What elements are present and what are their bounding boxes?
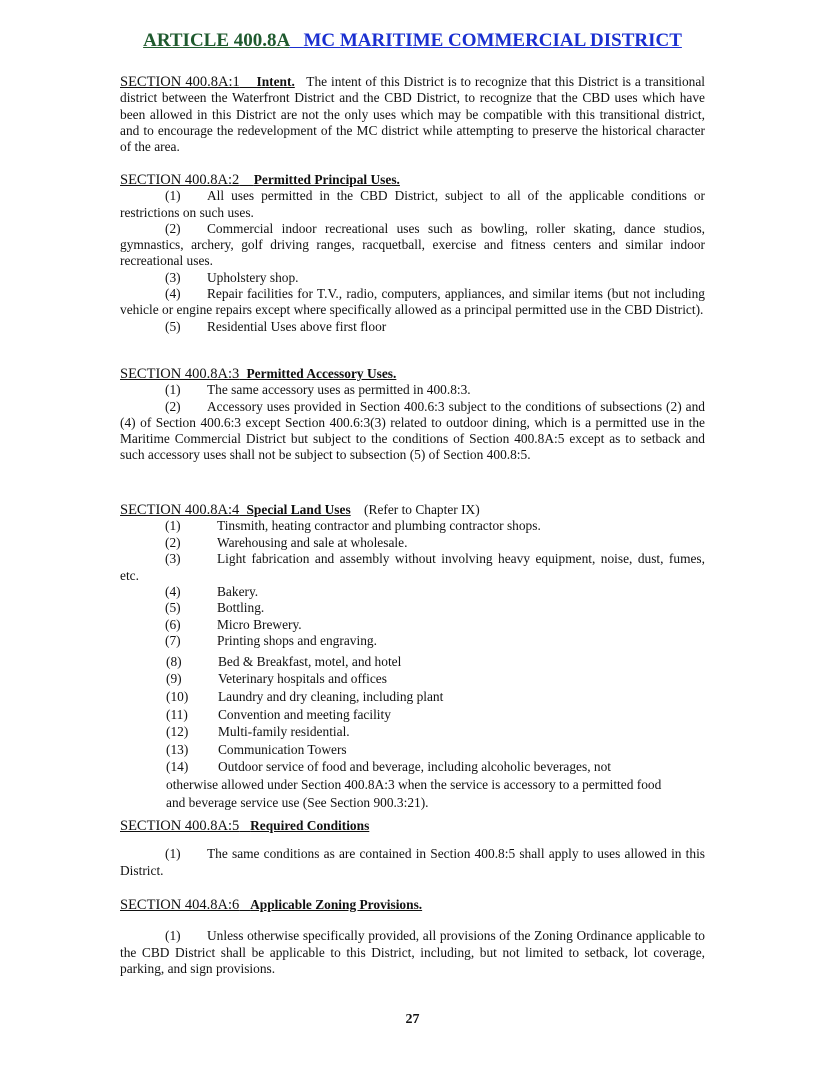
section-intent — [120, 74, 705, 155]
item-text: Bed & Breakfast, motel, and hotel — [218, 653, 402, 669]
section-note: (Refer to Chapter IX) — [364, 502, 480, 517]
section-title: Required Conditions — [250, 818, 370, 833]
list-item — [120, 518, 705, 535]
list-item — [120, 723, 705, 741]
section-number: SECTION 400.8A:4 — [120, 502, 240, 518]
item-number: (3) — [165, 551, 181, 567]
list-item — [120, 382, 705, 398]
item-text: Repair facilities for T.V., radio, computers, appliances, and similar items (but not including vehicle or engine repairs except where specifically allowed as a principal permitted use in the CBD District). — [120, 286, 705, 318]
list-item — [120, 846, 705, 879]
item-text: Residential Uses above first floor — [207, 318, 387, 334]
section-permitted-principal-uses — [120, 172, 705, 335]
section-heading — [120, 502, 351, 518]
list-item — [120, 286, 705, 319]
item-text: Laundry and dry cleaning, including plant — [218, 689, 444, 705]
item-text: Warehousing and sale at wholesale. — [217, 534, 408, 550]
item-text: Unless otherwise specifically provided, all provisions of the Zoning Ordinance applicable to the CBD District shall be applicable to this District, including, but not limited to setback, lot coverage, parking, and sign provisions. — [120, 928, 705, 976]
item-number: (5) — [165, 318, 181, 334]
list-item — [120, 221, 705, 270]
item-text: All uses permitted in the CBD District, subject to all of the applicable conditions or restrictions on such uses. — [120, 188, 705, 220]
list-item — [120, 188, 705, 221]
list-item — [120, 653, 705, 671]
item-number: (1) — [165, 928, 181, 944]
item-number: (7) — [165, 633, 181, 649]
item-number: (5) — [165, 600, 181, 616]
article-name: MC MARITIME COMMERCIAL DISTRICT — [303, 30, 682, 51]
item-number: (9) — [166, 671, 182, 687]
item-number: (12) — [166, 724, 189, 740]
item-text: Micro Brewery. — [217, 616, 302, 632]
section-applicable-zoning-provisions — [120, 897, 705, 977]
item-number: (4) — [165, 286, 181, 302]
item-text: Upholstery shop. — [207, 269, 299, 285]
list-item — [120, 928, 705, 977]
item-number: (11) — [166, 706, 188, 722]
item-text: Accessory uses provided in Section 400.6:3 subject to the conditions of subsections (2) and (4) of Section 400.6:3 except Section 400.6:3(3) related to outdoor dining, which is a permitted use in the Maritime Commercial District but subject to the conditions of Section 400.8A:5 except as to setback and such accessory uses shall not be subject to subsection (5) of Section 400.8:5. — [120, 398, 705, 463]
item-text: Veterinary hospitals and offices — [218, 671, 387, 687]
list-item — [120, 688, 705, 706]
section-permitted-accessory-uses — [120, 366, 705, 464]
section-special-land-uses — [120, 502, 705, 811]
item-number: (2) — [165, 220, 181, 236]
section-title: Permitted Principal Uses. — [253, 172, 400, 187]
item-number: (14) — [166, 759, 189, 775]
item-text: Light fabrication and assembly without involving heavy equipment, noise, dust, fumes, etc. — [120, 551, 705, 583]
section-number: SECTION 400.8A:2 — [120, 172, 240, 188]
list-item — [120, 633, 705, 650]
item-text: Printing shops and engraving. — [217, 633, 377, 649]
article-title — [120, 30, 705, 51]
list-item — [120, 670, 705, 688]
item-number: (6) — [165, 616, 181, 632]
item-text: Bottling. — [217, 600, 265, 616]
section-heading — [120, 366, 396, 382]
page-number: 27 — [405, 1012, 420, 1027]
list-item — [120, 535, 705, 552]
item-text: Convention and meeting facility — [218, 706, 391, 722]
item-number: (2) — [165, 398, 181, 414]
list-item — [120, 741, 705, 759]
list-item — [120, 270, 705, 286]
item-text: Bakery. — [217, 583, 259, 599]
section-title: Permitted Accessory Uses. — [246, 366, 397, 381]
item-number: (8) — [166, 653, 182, 669]
item-text: Multi-family residential. — [218, 724, 350, 740]
section-number: SECTION 400.8A:1 — [120, 74, 240, 90]
section-title: Special Land Uses — [246, 502, 351, 517]
list-item — [120, 551, 705, 584]
section-title: Applicable Zoning Provisions. — [250, 897, 423, 912]
section-heading — [120, 172, 400, 188]
section-heading — [120, 897, 422, 913]
article-number: ARTICLE 400.8A — [143, 30, 290, 51]
item-text: The same accessory uses as permitted in 400.8:3. — [207, 382, 471, 398]
item-number: (1) — [165, 518, 181, 534]
item-number: (3) — [165, 269, 181, 285]
list-item — [120, 399, 705, 464]
list-item — [120, 617, 705, 634]
list-item — [120, 758, 705, 776]
section-required-conditions — [120, 818, 705, 879]
item-text: The same conditions as are contained in Section 400.8:5 shall apply to uses allowed in this District. — [120, 846, 705, 878]
item-text: Commercial indoor recreational uses such as bowling, roller skating, dance studios, gymnastics, archery, golf driving ranges, racquetball, exercise and fitness centers and similar indoor recreational uses. — [120, 220, 705, 269]
list-item — [120, 706, 705, 724]
section-heading — [120, 74, 295, 90]
item-text: Tinsmith, heating contractor and plumbing contractor shops. — [217, 518, 541, 534]
item-number: (13) — [166, 741, 189, 757]
item-number: (1) — [165, 846, 181, 862]
list-item — [120, 600, 705, 617]
section-title: Intent. — [256, 74, 295, 89]
item-number: (10) — [166, 689, 189, 705]
section-number: SECTION 400.8A:5 — [120, 818, 240, 834]
section-number: SECTION 400.8A:3 — [120, 366, 240, 382]
item-text: Outdoor service of food and beverage, including alcoholic beverages, not — [218, 759, 612, 775]
section-heading — [120, 818, 369, 834]
list-item — [120, 319, 705, 335]
item-number: (4) — [165, 583, 181, 599]
item-number: (1) — [165, 382, 181, 398]
list-item-continuation: otherwise allowed under Section 400.8A:3 when the service is accessory to a permitted food and beverage service use (See Section 900.3:21). — [166, 777, 662, 810]
list-item — [120, 584, 705, 601]
section-number: SECTION 404.8A:6 — [120, 897, 240, 913]
section-body: The intent of this District is to recognize that this District is a transitional district between the Waterfront District and the CBD District, to recognize that the CBD uses which have been allowed in this District are not the only uses which may be compatible with this transitional district, and to encourage the redevelopment of the MC district while attempting to preserve the historical character of the area. — [120, 74, 705, 155]
item-number: (2) — [165, 534, 181, 550]
item-number: (1) — [165, 188, 181, 204]
item-text: Communication Towers — [218, 741, 347, 757]
